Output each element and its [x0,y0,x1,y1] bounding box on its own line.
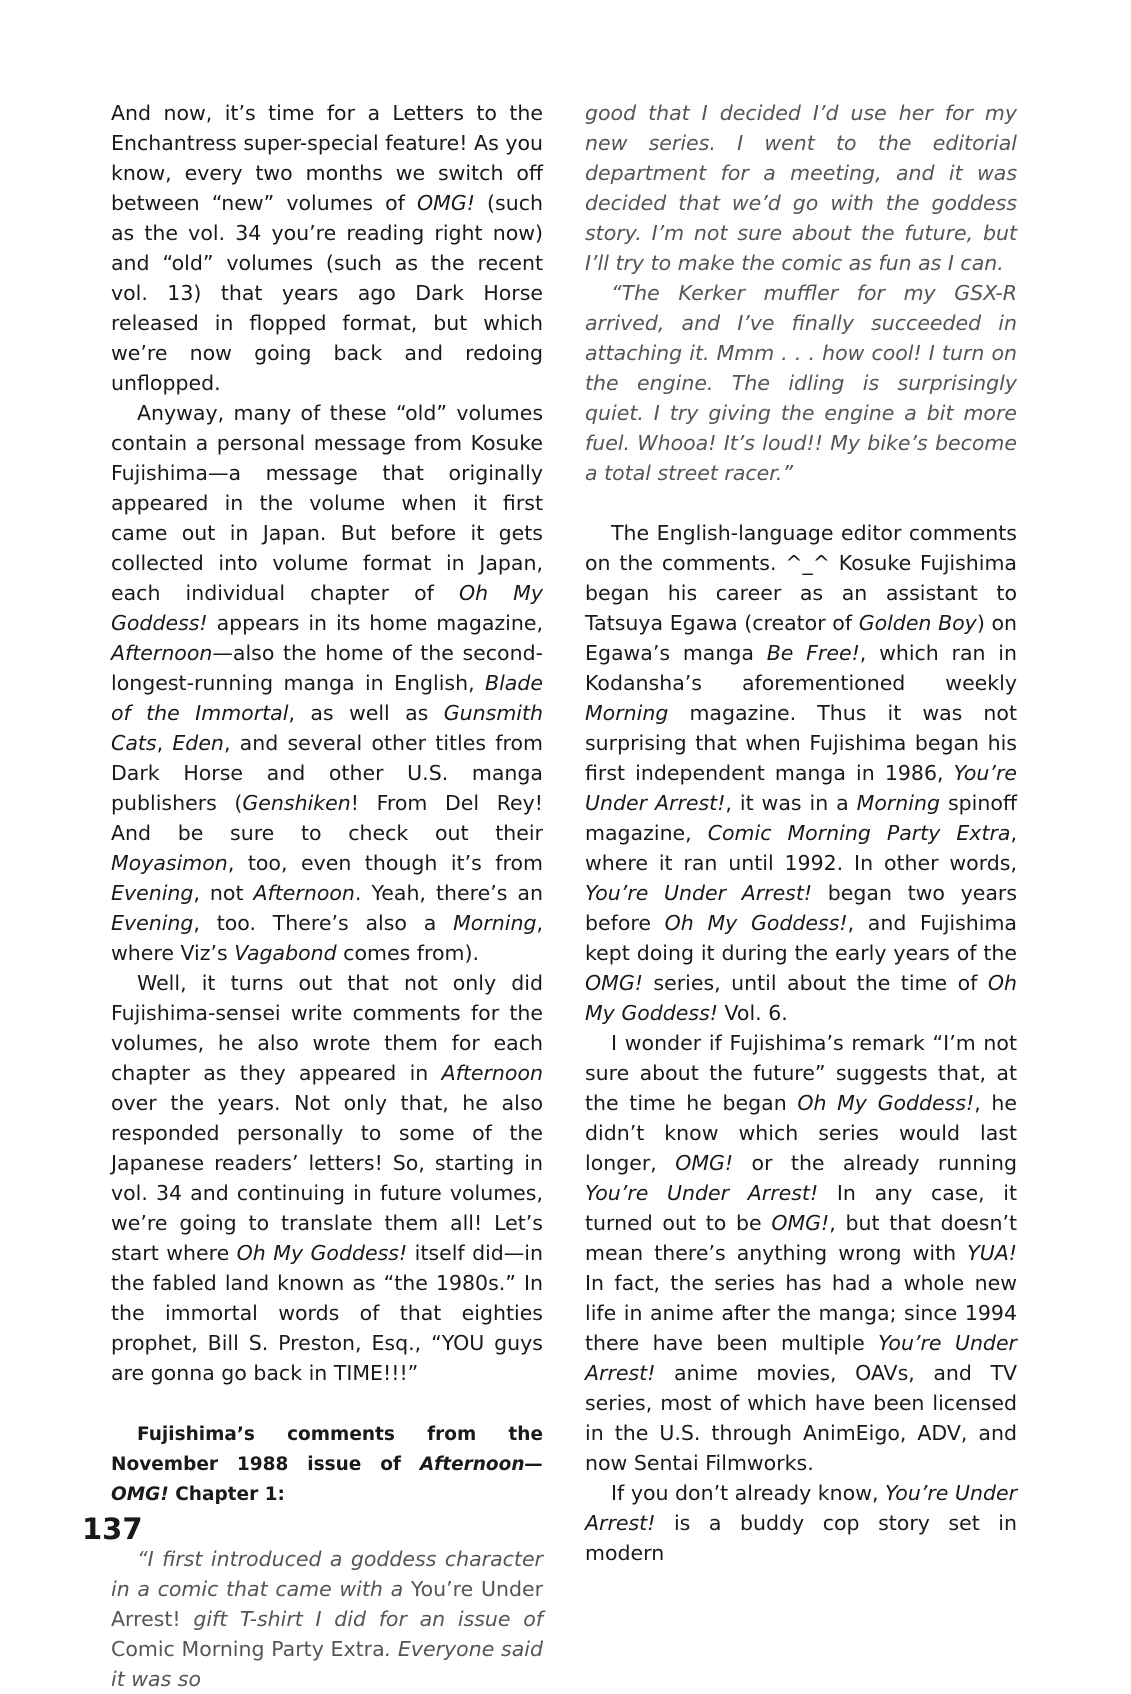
paragraph-chapter-comments: Well, it turns out that not only did Fujishima-sensei write comments for the volumes, he also wrote them for each chapter as they appeared in Afternoon over the years. Not only that, he also responded personally to some of the Japanese readers’ letters! So, starting in vol. 34 and continuing in future volumes, we’re going to translate them all! Let’s start where Oh My Goddess! itself did—in the fabled land known as “the 1980s.” In the immortal words of that eighties prophet, Bill S. Preston, Esq., “YOU guys are gonna go back in TIME!!!” [111,971,543,1385]
quote-continued: good that I decided I’d use her for my new series. I went to the editorial department for a meeting, and it was decided that we’d go with the goddess story. I’m not sure about the future, but I’ll try to make the comic as fun as I can. [585,101,1017,275]
paragraph-old-volumes: Anyway, many of these “old” volumes contain a personal message from Kosuke Fujishima—a message that originally appeared in the volume when it first came out in Japan. But before it gets collected into volume format in Japan, each individual chapter of Oh My Goddess! appears in its home magazine, Afternoon—also the home of the second-longest-running manga in English, Blade of the Immortal, as well as Gunsmith Cats, Eden, and several other titles from Dark Horse and other U.S. manga publishers (Genshiken! From Del Rey! And be sure to check out their Moyasimon, too, even though it’s from Evening, not Afternoon. Yeah, there’s an Evening, too. There’s also a Morning, where Viz’s Vagabond comes from). [111,401,544,965]
paragraph-remark: I wonder if Fujishima’s remark “I’m not sure about the future” suggests that, at the time he began Oh My Goddess!, he didn’t know which series would last longer, OMG! or the already running You’re Under Arrest! In any case, it turned out to be OMG!, but that doesn’t mean there’s anything wrong with YUA! In fact, the series has had a whole new life in anime after the manga; since 1994 there have been multiple You’re Under Arrest! anime movies, OAVs, and TV series, most of which have been licensed in the U.S. through AnimEigo, ADV, and now Sentai Filmworks. [585,1031,1018,1475]
page-number: 137 [82,1512,143,1546]
quote-start: “I first introduced a goddess character in a comic that came with a You’re Under Arrest! gift T-shirt I did for an issue of Comic Morning Party Extra. Everyone said it was so [111,1547,544,1691]
quote-muffler: “The Kerker muffler for my GSX-R arrived, and I’ve finally succeeded in attaching it. Mmm . . . how cool! I turn on the engine. The idling is surprisingly quiet. I try giving the engine a bit more fuel. Whooa! It’s loud!! My bike’s become a total street racer.” [585,281,1017,485]
title-omg: OMG! [417,191,475,215]
paragraph-buddy-cop: If you don’t already know, You’re Under Arrest! is a buddy cop story set in modern [585,1481,1017,1565]
paragraph-gap [585,488,1017,518]
left-column [111,98,543,1694]
paragraph-editor-comments: The English-language editor comments on the comments. ^_^ Kosuke Fujishima began his career as an assistant to Tatsuya Egawa (creator of Golden Boy) on Egawa’s manga Be Free!, which ran in Kodansha’s aforementioned weekly Morning magazine. Thus it was not surprising that when Fujishima began his first independent manga in 1986, You’re Under Arrest!, it was in a Morning spinoff magazine, Comic Morning Party Extra, where it ran until 1992. In other words, You’re Under Arrest! began two years before Oh My Goddess!, and Fujishima kept doing it during the early years of the OMG! series, until about the time of Oh My Goddess! Vol. 6. [585,521,1017,1025]
section-heading: Fujishima’s comments from the November 1988 issue of Afternoon—OMG! Chapter 1: [111,1424,543,1505]
paragraph-intro: And now, it’s time for a Letters to the Enchantress super-special feature! As you know, every two months we switch off between “new” volumes of OMG! (such as the vol. 34 you’re reading right now) and “old” volumes (such as the recent vol. 13) that years ago Dark Horse released in flopped format, but which we’re now going back and redoing unflopped. [111,101,543,395]
right-column [585,98,1017,1568]
